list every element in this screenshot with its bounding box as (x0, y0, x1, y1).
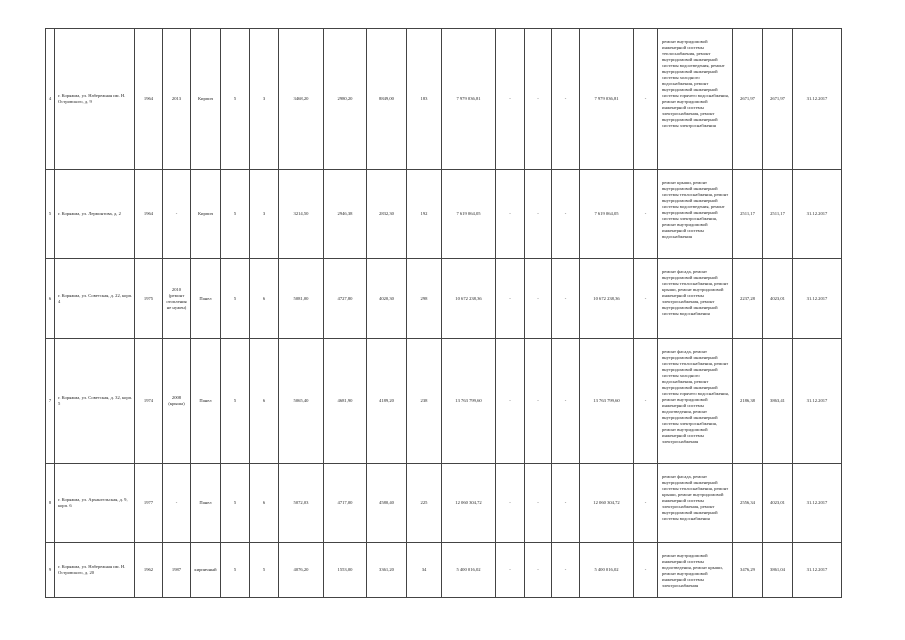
table-row (46, 464, 842, 543)
cell-limit: 4023,01 (763, 259, 793, 339)
cell-c5: - (634, 464, 658, 543)
cell-entr: 6 (250, 259, 279, 339)
cell-people: 34 (407, 543, 442, 598)
cell-works: ремонт фасада, ремонт внутридомовой инженерной системы теплоснабжения, ремонт крыши, ремонт внутридомовой инженерной системы электроснабжения, ремонт внутридомовой инженерной системы водоснабжения (658, 259, 733, 339)
cell-c5: - (634, 170, 658, 259)
cell-renov: 2008 (крыша) (163, 339, 191, 464)
cell-c4: 12 060 304,72 (580, 464, 634, 543)
cell-res-area: 4717,00 (324, 464, 367, 543)
cell-res-area2: 2832,30 (367, 170, 407, 259)
cell-c5: - (634, 29, 658, 170)
cell-total-area: 3468,20 (279, 29, 324, 170)
cell-wall: Панел (191, 339, 221, 464)
cell-works: ремонт крыши, ремонт внутридомовой инженерной системы теплоснабжения, ремонт внутридомовой инженерной системы водоотведения, ремонт внутридомовой инженерной системы электроснабжения, ремонт внутридомовой инженерной системы водоснабжения (658, 170, 733, 259)
cell-res-area2: 8849,00 (367, 29, 407, 170)
cell-c1: - (496, 170, 525, 259)
cell-entr: 6 (250, 464, 279, 543)
table-row (46, 259, 842, 339)
cell-n: 9 (46, 543, 55, 598)
cell-c4: 7 979 036,81 (580, 29, 634, 170)
cell-c3: - (552, 259, 580, 339)
cell-cost: 10 672 238,36 (442, 259, 496, 339)
cell-date: 31.12.2017 (793, 464, 842, 543)
cell-c4: 10 672 238,36 (580, 259, 634, 339)
cell-c5: - (634, 543, 658, 598)
cell-date: 31.12.2017 (793, 543, 842, 598)
cell-cost: 7 619 064,05 (442, 170, 496, 259)
cell-res-area: 2980,20 (324, 29, 367, 170)
cell-address: г. Коряжма, ул. Советская, д. 22, корп. 4 (55, 259, 135, 339)
cell-floors: 5 (221, 464, 250, 543)
cell-people: 192 (407, 170, 442, 259)
cell-c2: - (525, 259, 552, 339)
cell-people: 225 (407, 464, 442, 543)
cell-limit: 4023,01 (763, 464, 793, 543)
cell-unit: 2186,38 (733, 339, 763, 464)
table-row (46, 339, 842, 464)
cell-unit: 2511,17 (733, 170, 763, 259)
cell-c4: 13 763 799,60 (580, 339, 634, 464)
cell-year: 1975 (135, 259, 163, 339)
cell-c1: - (496, 29, 525, 170)
cell-c3: - (552, 170, 580, 259)
cell-floors: 5 (221, 259, 250, 339)
cell-unit: 2556,34 (733, 464, 763, 543)
cell-wall: Панел (191, 259, 221, 339)
cell-entr: 3 (250, 29, 279, 170)
cell-wall: Кирпич (191, 170, 221, 259)
table-row (46, 29, 842, 170)
cell-n: 7 (46, 339, 55, 464)
cell-wall: Панел (191, 464, 221, 543)
cell-c2: - (525, 29, 552, 170)
cell-res-area2: 3361,20 (367, 543, 407, 598)
cell-res-area2: 4020,30 (367, 259, 407, 339)
cell-address: г. Коряжма, ул. Лермонтова, д. 2 (55, 170, 135, 259)
cell-c1: - (496, 543, 525, 598)
cell-limit: 3861,04 (763, 543, 793, 598)
cell-year: 1962 (135, 543, 163, 598)
cell-floors: 5 (221, 170, 250, 259)
cell-c3: - (552, 543, 580, 598)
cell-address: г. Коряжма, ул. Набережная им. Н. Островского, д. 9 (55, 29, 135, 170)
cell-c5: - (634, 339, 658, 464)
cell-works: ремонт фасада, ремонт внутридомовой инженерной системы теплоснабжения, ремонт внутридомовой инженерной системы холодного водоснабжения, ремонт внутридомовой инженерной системы горячего водоснабжения, ремонт внутридомовой инженерной системы водоотведения, ремонт внутридомовой инженерной системы электроснабжения, ремонт внутридомовой инженерной системы электроснабжения (658, 339, 733, 464)
cell-limit: 2671,97 (763, 29, 793, 170)
cell-floors: 5 (221, 339, 250, 464)
cell-works: ремонт внутридомовой инженерной системы теплоснабжения, ремонт внутридомовой инженерной системы водоотведения, ремонт внутридомовой инженерной системы холодного водоснабжения, ремонт внутридомовой инженерной системы горячего водоснабжения, ремонт внутридомовой инженерной системы электроснабжения, ремонт внутридомовой инженерной системы электроснабжения (658, 29, 733, 170)
cell-renov: - (163, 170, 191, 259)
cell-c1: - (496, 259, 525, 339)
cell-res-area2: 4580,40 (367, 464, 407, 543)
cell-c1: - (496, 339, 525, 464)
cell-works: ремонт фасада, ремонт внутридомовой инженерной системы теплоснабжения, ремонт крыши, ремонт внутридомовой инженерной системы электроснабжения, ремонт внутридомовой инженерной системы водоснабжения (658, 464, 733, 543)
cell-renov: 2010 (ремонт отопления не нужен) (163, 259, 191, 339)
cell-c3: - (552, 464, 580, 543)
cell-c3: - (552, 29, 580, 170)
cell-wall: кирпичный (191, 543, 221, 598)
cell-date: 31.12.2017 (793, 339, 842, 464)
cell-n: 4 (46, 29, 55, 170)
cell-c2: - (525, 464, 552, 543)
cell-n: 6 (46, 259, 55, 339)
cell-c1: - (496, 464, 525, 543)
cell-people: 183 (407, 29, 442, 170)
cell-renov: 1987 (163, 543, 191, 598)
cell-n: 5 (46, 170, 55, 259)
cell-floors: 5 (221, 543, 250, 598)
cell-address: г. Коряжма, ул. Архангельская, д. 9, корп. 6 (55, 464, 135, 543)
cell-unit: 2237,28 (733, 259, 763, 339)
cell-entr: 3 (250, 170, 279, 259)
cell-people: 238 (407, 339, 442, 464)
cell-c2: - (525, 170, 552, 259)
cell-address: г. Коряжма, ул. Советская, д. 32, корп. 5 (55, 339, 135, 464)
cell-people: 298 (407, 259, 442, 339)
cell-c2: - (525, 543, 552, 598)
cell-total-area: 5072,03 (279, 464, 324, 543)
table-row (46, 543, 842, 598)
cell-cost: 13 763 799,60 (442, 339, 496, 464)
cell-total-area: 5081,00 (279, 259, 324, 339)
cell-unit: 3476,29 (733, 543, 763, 598)
cell-n: 8 (46, 464, 55, 543)
cell-c3: - (552, 339, 580, 464)
cell-unit: 2671,97 (733, 29, 763, 170)
cell-renov: 2013 (163, 29, 191, 170)
cell-res-area: 4727,80 (324, 259, 367, 339)
table-row (46, 170, 842, 259)
cell-c4: 5 400 016,02 (580, 543, 634, 598)
cell-res-area: 4681,90 (324, 339, 367, 464)
cell-date: 31.12.2017 (793, 29, 842, 170)
cell-entr: 5 (250, 543, 279, 598)
cell-limit: 2511,17 (763, 170, 793, 259)
cell-address: г. Коряжма, ул. Набережная им. Н. Островского, д. 20 (55, 543, 135, 598)
cell-cost: 5 400 016,02 (442, 543, 496, 598)
cell-floors: 5 (221, 29, 250, 170)
cell-date: 31.12.2017 (793, 259, 842, 339)
cell-year: 1964 (135, 29, 163, 170)
cell-cost: 7 979 036,81 (442, 29, 496, 170)
cell-wall: Кирпич (191, 29, 221, 170)
cell-date: 31.12.2017 (793, 170, 842, 259)
cell-res-area2: 4189,20 (367, 339, 407, 464)
cell-cost: 12 060 304,72 (442, 464, 496, 543)
cell-year: 1964 (135, 170, 163, 259)
cell-res-area: 2946,38 (324, 170, 367, 259)
cell-c4: 7 619 064,05 (580, 170, 634, 259)
cell-total-area: 3214,50 (279, 170, 324, 259)
cell-year: 1974 (135, 339, 163, 464)
cell-limit: 3863,41 (763, 339, 793, 464)
cell-c2: - (525, 339, 552, 464)
cell-res-area: 1553,00 (324, 543, 367, 598)
cell-year: 1977 (135, 464, 163, 543)
cell-total-area: 4076,20 (279, 543, 324, 598)
cell-works: ремонт внутридомовой инженерной системы водоотведения, ремонт крыши, ремонт внутридомовой инженерной системы электроснабжения (658, 543, 733, 598)
cell-entr: 6 (250, 339, 279, 464)
cell-total-area: 5065,40 (279, 339, 324, 464)
cell-renov: - (163, 464, 191, 543)
capital-repair-table (45, 28, 842, 598)
cell-c5: - (634, 259, 658, 339)
